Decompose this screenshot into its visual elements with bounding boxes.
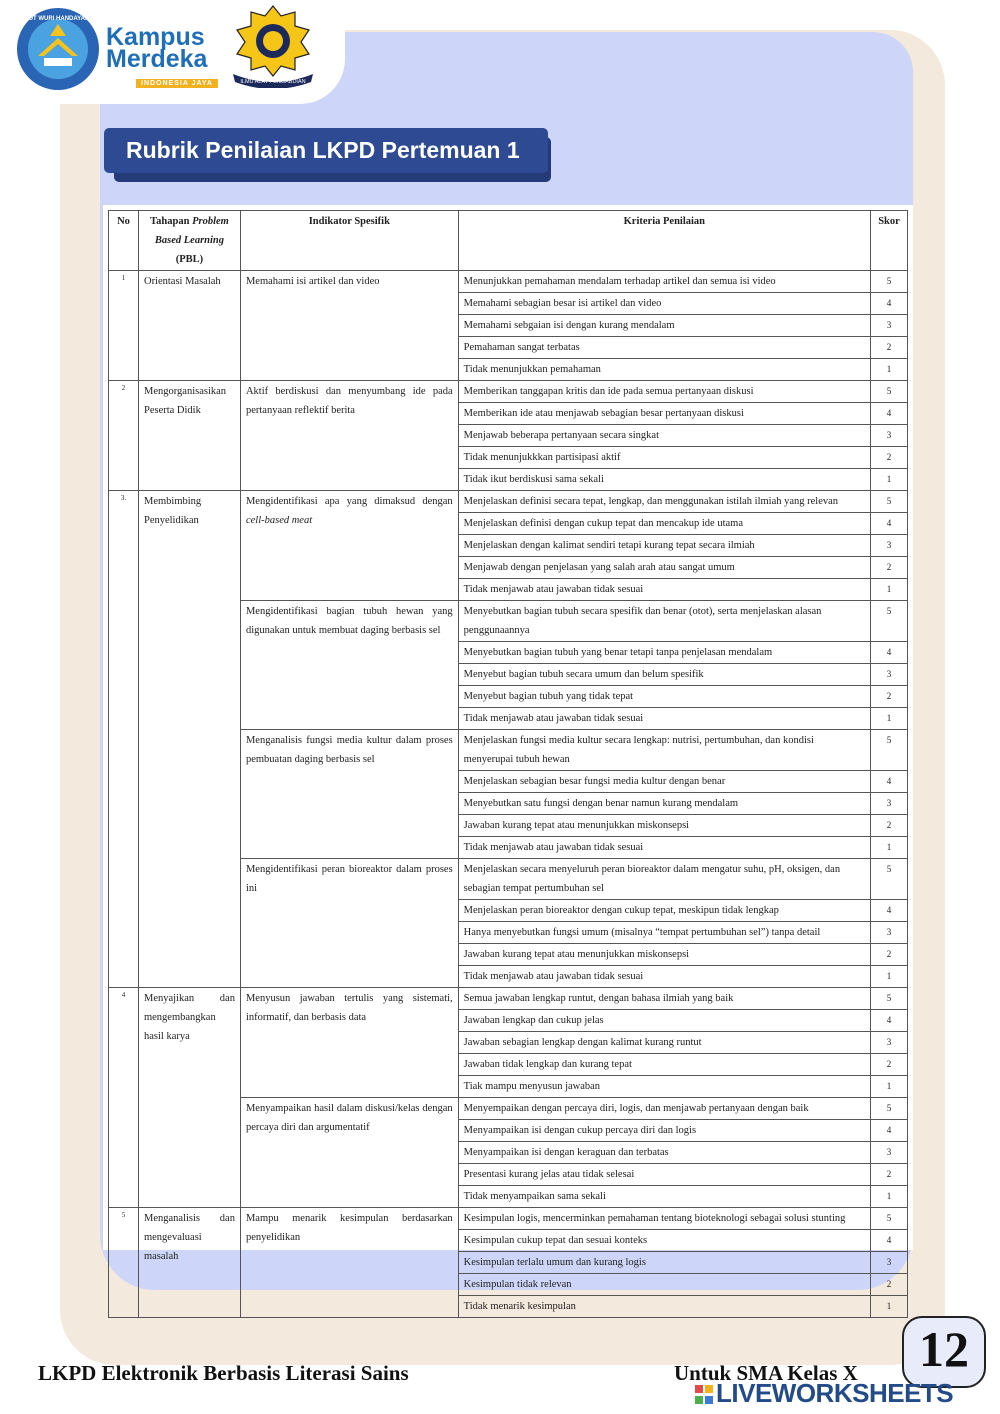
- indicator-text: Menyampaikan hasil dalam diskusi/kelas dengan percaya diri dan argumentatif: [245, 1103, 453, 1133]
- merdeka-text: Merdeka: [106, 45, 208, 73]
- indicator-italic: cell-based meat: [245, 515, 313, 526]
- score-cell: 4: [870, 513, 907, 535]
- indicator-text: Mengidentifikasi apa yang dimaksud dengan: [245, 496, 453, 507]
- score-cell: 1: [870, 359, 907, 381]
- criteria-cell: Jawaban sebagian lengkap dengan kalimat kurang runtut: [458, 1032, 870, 1054]
- score-cell: 3: [870, 1142, 907, 1164]
- criteria-cell: Jawaban lengkap dan cukup jelas: [458, 1010, 870, 1032]
- score-cell: 5: [870, 491, 907, 513]
- criteria-cell: Menjelaskan fungsi media kultur secara lengkap: nutrisi, pertumbuhan, dan kondisi menyerupai tubuh hewan: [458, 730, 870, 771]
- logo-panel: [0, 0, 345, 104]
- criteria-cell: Menyebutkan satu fungsi dengan benar namun kurang mendalam: [458, 793, 870, 815]
- liveworksheets-icon: [694, 1383, 714, 1407]
- criteria-cell: Jawaban tidak lengkap dan kurang tepat: [458, 1054, 870, 1076]
- criteria-cell: Menjelaskan sebagian besar fungsi media kultur dengan benar: [458, 771, 870, 793]
- criteria-cell: Menjelaskan peran bioreaktor dengan cukup tepat, meskipun tidak lengkap: [458, 900, 870, 922]
- criteria-cell: Tidak menyampaikan sama sekali: [458, 1186, 870, 1208]
- criteria-cell: Menjawab dengan penjelasan yang salah arah atau sangat umum: [458, 557, 870, 579]
- score-cell: 4: [870, 1120, 907, 1142]
- score-cell: 3: [870, 535, 907, 557]
- score-cell: 5: [870, 601, 907, 642]
- score-cell: 4: [870, 403, 907, 425]
- score-cell: 1: [870, 837, 907, 859]
- criteria-cell: Tidak menjawab atau jawaban tidak sesuai: [458, 708, 870, 730]
- criteria-cell: Menyampaikan isi dengan cukup percaya diri dan logis: [458, 1120, 870, 1142]
- page-number: 12: [902, 1316, 986, 1388]
- score-cell: 1: [870, 579, 907, 601]
- score-cell: 2: [870, 1274, 907, 1296]
- score-cell: 2: [870, 686, 907, 708]
- criteria-cell: Tidak menarik kesimpulan: [458, 1296, 870, 1318]
- score-cell: 2: [870, 815, 907, 837]
- score-cell: 5: [870, 859, 907, 900]
- page-title: Rubrik Penilaian LKPD Pertemuan 1: [104, 128, 548, 173]
- criteria-cell: Kesimpulan terlalu umum dan kurang logis: [458, 1252, 870, 1274]
- criteria-cell: Tidak menjawab atau jawaban tidak sesuai: [458, 579, 870, 601]
- criteria-cell: Jawaban kurang tepat atau menunjukkan miskonsepsi: [458, 944, 870, 966]
- score-cell: 1: [870, 1076, 907, 1098]
- univ-motto: ILMU ALAT PENGABDIAN: [240, 79, 306, 85]
- university-logo: [225, 4, 321, 88]
- criteria-cell: Tidak menjawab atau jawaban tidak sesuai: [458, 966, 870, 988]
- score-cell: 5: [870, 730, 907, 771]
- stage-number: 4: [109, 988, 139, 1208]
- score-cell: 1: [870, 469, 907, 491]
- score-cell: 5: [870, 1098, 907, 1120]
- indicator-text: Mampu menarik kesimpulan berdasarkan penyelidikan: [245, 1213, 453, 1243]
- criteria-cell: Menjelaskan definisi dengan cukup tepat dan mencakup ide utama: [458, 513, 870, 535]
- criteria-cell: Tiak mampu menyusun jawaban: [458, 1076, 870, 1098]
- criteria-cell: Menyebutkan bagian tubuh yang benar tetapi tanpa penjelasan mendalam: [458, 642, 870, 664]
- table-row: [109, 381, 908, 403]
- stage-name: Menganalisis dan mengevaluasi masalah: [138, 1208, 240, 1318]
- criteria-cell: Menyampaikan isi dengan keraguan dan terbatas: [458, 1142, 870, 1164]
- indicator-cell: [240, 601, 458, 730]
- header-tahapan-prefix: Tahapan: [150, 216, 190, 227]
- score-cell: 4: [870, 642, 907, 664]
- liveworksheets-watermark: [694, 1378, 953, 1409]
- footer-right: Untuk SMA Kelas X: [674, 1361, 858, 1385]
- criteria-cell: Presentasi kurang jelas atau tidak selesai: [458, 1164, 870, 1186]
- indicator-cell: [240, 1208, 458, 1318]
- criteria-cell: Semua jawaban lengkap runtut, dengan bahasa ilmiah yang baik: [458, 988, 870, 1010]
- stage-number: 5: [109, 1208, 139, 1318]
- criteria-cell: Memahami sebgaian isi dengan kurang mendalam: [458, 315, 870, 337]
- table-row: [109, 491, 908, 513]
- score-cell: 2: [870, 1054, 907, 1076]
- stage-name: Membimbing Penyelidikan: [138, 491, 240, 988]
- criteria-cell: Memberikan tanggapan kritis dan ide pada semua pertanyaan diskusi: [458, 381, 870, 403]
- table-row: [109, 988, 908, 1010]
- table-header-row: [109, 211, 908, 271]
- header-no: No: [109, 211, 139, 271]
- stage-number: 2: [109, 381, 139, 491]
- score-cell: 2: [870, 944, 907, 966]
- criteria-cell: Hanya menyebutkan fungsi umum (misalnya “tempat pertumbuhan sel”) tanpa detail: [458, 922, 870, 944]
- indicator-cell: [240, 381, 458, 491]
- criteria-cell: Kesimpulan cukup tepat dan sesuai konteks: [458, 1230, 870, 1252]
- score-cell: 4: [870, 1010, 907, 1032]
- indicator-text: Mengidentifikasi peran bioreaktor dalam proses ini: [245, 864, 453, 894]
- indicator-cell: [240, 491, 458, 601]
- criteria-cell: Memahami sebagian besar isi artikel dan video: [458, 293, 870, 315]
- indicator-text: Aktif berdiskusi dan menyumbang ide pada pertanyaan reflektif berita: [245, 386, 453, 416]
- score-cell: 3: [870, 793, 907, 815]
- score-cell: 3: [870, 922, 907, 944]
- criteria-cell: Tidak menunjukkkan partisipasi aktif: [458, 447, 870, 469]
- criteria-cell: Menjawab beberapa pertanyaan secara singkat: [458, 425, 870, 447]
- score-cell: 1: [870, 1296, 907, 1318]
- kampus-merdeka-logo: [106, 23, 218, 92]
- criteria-cell: Kesimpulan tidak relevan: [458, 1274, 870, 1296]
- indicator-text: Memahami isi artikel dan video: [245, 276, 380, 287]
- score-cell: 4: [870, 1230, 907, 1252]
- tut-wuri-handayani-logo: [14, 6, 102, 92]
- criteria-cell: Menyebutkan bagian tubuh secara spesifik dan benar (otot), serta menjelaskan alasan penggunaannya: [458, 601, 870, 642]
- score-cell: 4: [870, 771, 907, 793]
- rubric-table: [108, 210, 908, 1318]
- score-cell: 5: [870, 1208, 907, 1230]
- score-cell: 5: [870, 271, 907, 293]
- header-tahapan: [138, 211, 240, 271]
- criteria-cell: Tidak menjawab atau jawaban tidak sesuai: [458, 837, 870, 859]
- score-cell: 3: [870, 315, 907, 337]
- indicator-cell: [240, 1098, 458, 1208]
- stage-name: Menyajikan dan mengembangkan hasil karya: [138, 988, 240, 1208]
- score-cell: 1: [870, 1186, 907, 1208]
- stage-number: 3.: [109, 491, 139, 988]
- stage-name: Mengorganisasikan Peserta Didik: [138, 381, 240, 491]
- header-indikator: Indikator Spesifik: [240, 211, 458, 271]
- watermark-text: LIVEWORKSHEETS: [716, 1378, 954, 1408]
- stage-number: 1: [109, 271, 139, 381]
- criteria-cell: Menjelaskan dengan kalimat sendiri tetapi kurang tepat secara ilmiah: [458, 535, 870, 557]
- header-skor: Skor: [870, 211, 907, 271]
- score-cell: 2: [870, 447, 907, 469]
- score-cell: 4: [870, 293, 907, 315]
- rubric-body: [109, 271, 908, 1318]
- header-kriteria: Kriteria Penilaian: [458, 211, 870, 271]
- indonesia-jaya-tag: INDONESIA JAYA: [136, 79, 218, 88]
- table-row: [109, 271, 908, 293]
- header-tahapan-suffix: (PBL): [175, 254, 204, 265]
- indicator-cell: [240, 988, 458, 1098]
- score-cell: 1: [870, 708, 907, 730]
- criteria-cell: Menyempaikan dengan percaya diri, logis, dan menjawab pertanyaan dengan baik: [458, 1098, 870, 1120]
- score-cell: 3: [870, 1252, 907, 1274]
- indicator-cell: [240, 859, 458, 988]
- indicator-cell: [240, 271, 458, 381]
- footer-left: LKPD Elektronik Berbasis Literasi Sains: [38, 1361, 409, 1385]
- stage-name: Orientasi Masalah: [138, 271, 240, 381]
- criteria-cell: Menjelaskan definisi secara tepat, lengkap, dan menggunakan istilah ilmiah yang relevan: [458, 491, 870, 513]
- kampus-text: Kampus: [106, 23, 205, 51]
- indicator-text: Menyusun jawaban tertulis yang sistemati, informatif, dan berbasis data: [245, 993, 453, 1023]
- criteria-cell: Memberikan ide atau menjawab sebagian besar pertanyaan diskusi: [458, 403, 870, 425]
- header-tahapan-italic: Problem Based Learning: [154, 216, 229, 246]
- score-cell: 2: [870, 337, 907, 359]
- criteria-cell: Menyebut bagian tubuh yang tidak tepat: [458, 686, 870, 708]
- score-cell: 1: [870, 966, 907, 988]
- indicator-text: Menganalisis fungsi media kultur dalam proses pembuatan daging berbasis sel: [245, 735, 453, 765]
- criteria-cell: Menjelaskan secara menyeluruh peran bioreaktor dalam mengatur suhu, pH, oksigen, dan sebagian tempat pertumbuhan sel: [458, 859, 870, 900]
- indicator-text: Mengidentifikasi bagian tubuh hewan yang digunakan untuk membuat daging berbasis sel: [245, 606, 453, 636]
- criteria-cell: Tidak ikut berdiskusi sama sekali: [458, 469, 870, 491]
- criteria-cell: Pemahaman sangat terbatas: [458, 337, 870, 359]
- score-cell: 2: [870, 1164, 907, 1186]
- criteria-cell: Tidak menunjukkan pemahaman: [458, 359, 870, 381]
- score-cell: 3: [870, 425, 907, 447]
- score-cell: 5: [870, 988, 907, 1010]
- score-cell: 3: [870, 1032, 907, 1054]
- score-cell: 5: [870, 381, 907, 403]
- criteria-cell: Jawaban kurang tepat atau menunjukkan miskonsepsi: [458, 815, 870, 837]
- indicator-cell: [240, 730, 458, 859]
- score-cell: 4: [870, 900, 907, 922]
- table-row: [109, 1208, 908, 1230]
- criteria-cell: Menyebut bagian tubuh secara umum dan belum spesifik: [458, 664, 870, 686]
- criteria-cell: Menunjukkan pemahaman mendalam terhadap artikel dan semua isi video: [458, 271, 870, 293]
- score-cell: 3: [870, 664, 907, 686]
- tut-wuri-text: TUT WURI HANDAYANI: [25, 16, 91, 22]
- score-cell: 2: [870, 557, 907, 579]
- criteria-cell: Kesimpulan logis, mencerminkan pemahaman tentang bioteknologi sebagai solusi stunting: [458, 1208, 870, 1230]
